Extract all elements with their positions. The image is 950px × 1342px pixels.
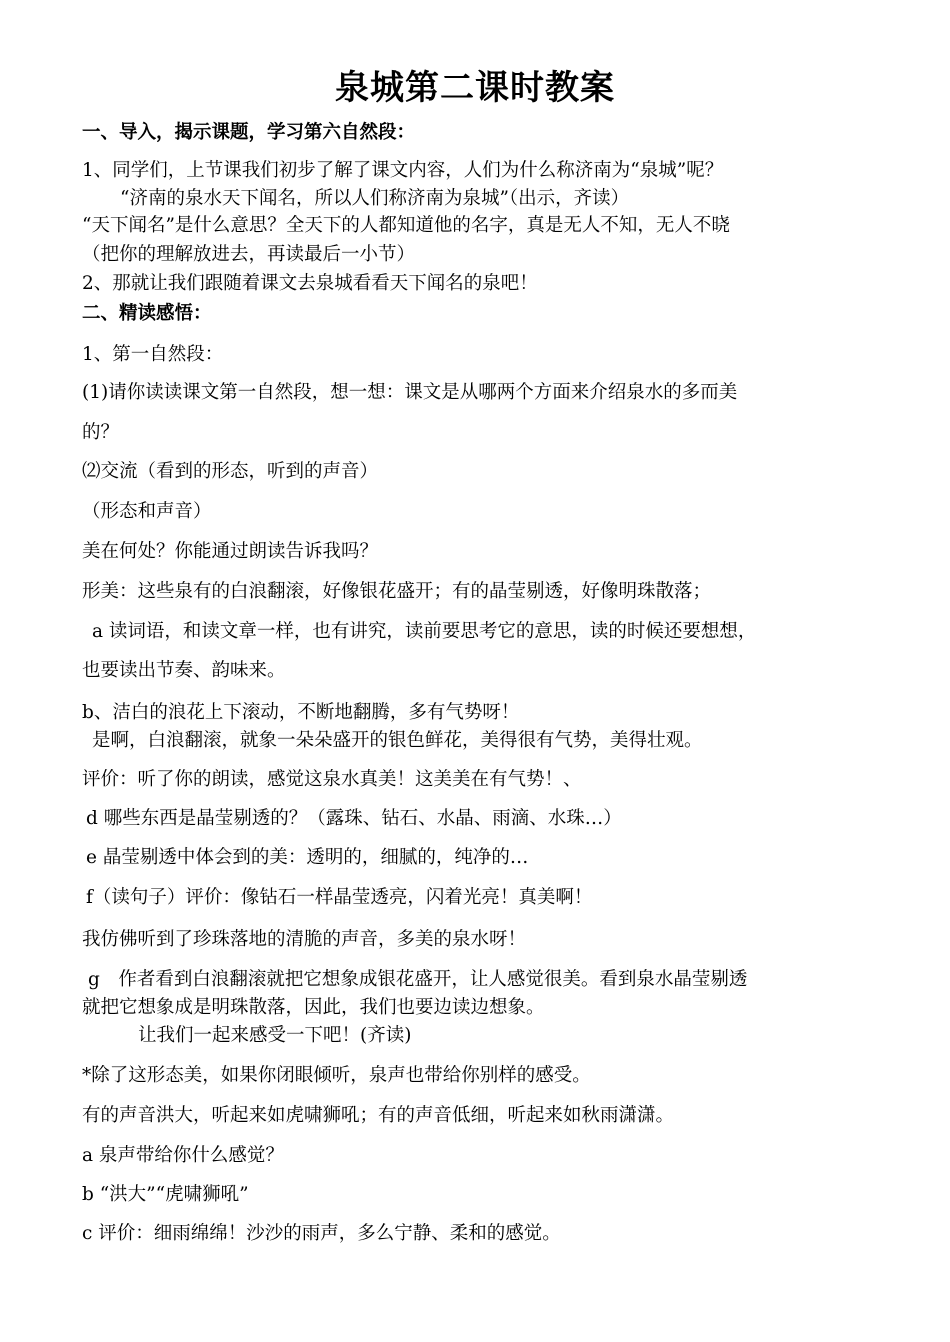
paragraph-line: 美在何处？你能通过朗读告诉我吗？ (82, 541, 379, 562)
paragraph-line: b、洁白的浪花上下滚动，不断地翻腾，多有气势呀！ (82, 702, 520, 723)
paragraph-line: f（读句子）评价：像钻石一样晶莹透亮，闪着光亮！真美啊！ (86, 887, 593, 908)
paragraph-line: （形态和声音） (82, 501, 212, 522)
paragraph-line: g 作者看到白浪翻滚就把它想象成银花盛开，让人感觉很美。看到泉水晶莹剔透 (88, 969, 748, 990)
paragraph-line: 1、同学们，上节课我们初步了解了课文内容，人们为什么称济南为“泉城”呢？ (82, 160, 724, 181)
paragraph-line: “济南的泉水天下闻名，所以人们称济南为泉城”（出示，齐读） (120, 188, 630, 209)
paragraph-line: 的？ (82, 422, 120, 443)
paragraph-line: 1、第一自然段： (82, 344, 224, 365)
paragraph-line: b “洪大”“虎啸狮吼” (82, 1184, 249, 1205)
paragraph-line: e 晶莹剔透中体会到的美：透明的，细腻的，纯净的… (86, 847, 529, 868)
paragraph-line: 就把它想象成是明珠散落，因此，我们也要边读边想象。 (82, 997, 545, 1018)
paragraph-line: 也要读出节奏、韵味来。 (82, 660, 286, 681)
paragraph-line: 2、那就让我们跟随着课文去泉城看看天下闻名的泉吧！ (82, 273, 538, 294)
document-title: 泉城第二课时教案 (335, 68, 615, 108)
paragraph-line: *除了这形态美，如果你闭眼倾听，泉声也带给你别样的感受。 (82, 1065, 591, 1086)
paragraph-line: a 读词语，和读文章一样，也有讲究，读前要思考它的意思，读的时候还要想想， (92, 621, 757, 642)
paragraph-line: “天下闻名”是什么意思？全天下的人都知道他的名字，真是无人不知，无人不晓 (82, 215, 730, 236)
paragraph-line: 我仿佛听到了珍珠落地的清脆的声音，多美的泉水呀！ (82, 929, 527, 950)
paragraph-line: 有的声音洪大，听起来如虎啸狮吼；有的声音低细，听起来如秋雨潇潇。 (82, 1105, 675, 1126)
paragraph-line: 形美：这些泉有的白浪翻滚，好像银花盛开；有的晶莹剔透，好像明珠散落； (82, 581, 712, 602)
paragraph-line: 是啊，白浪翻滚，就象一朵朵盛开的银色鲜花，美得很有气势，美得壮观。 (92, 730, 703, 751)
section-heading-intro: 一、导入，揭示课题，学习第六自然段： (82, 122, 416, 143)
paragraph-line: 评价：听了你的朗读，感觉这泉水真美！这美美在有气势！、 (82, 769, 582, 790)
paragraph-line: d 哪些东西是晶莹剔透的？（露珠、钻石、水晶、雨滴、水珠…） (86, 808, 622, 829)
section-heading-reading: 二、精读感悟： (82, 303, 212, 324)
paragraph-line: (1)请你读读课文第一自然段，想一想：课文是从哪两个方面来介绍泉水的多而美 (82, 382, 738, 403)
paragraph-line: a 泉声带给你什么感觉？ (82, 1145, 284, 1166)
paragraph-line: 让我们一起来感受一下吧！(齐读) (138, 1025, 412, 1046)
paragraph-line: ⑵交流（看到的形态，听到的声音） (82, 461, 379, 482)
paragraph-line: c 评价：细雨绵绵！沙沙的雨声，多么宁静、柔和的感觉。 (82, 1223, 561, 1244)
paragraph-line: （把你的理解放进去，再读最后一小节） (82, 244, 416, 265)
